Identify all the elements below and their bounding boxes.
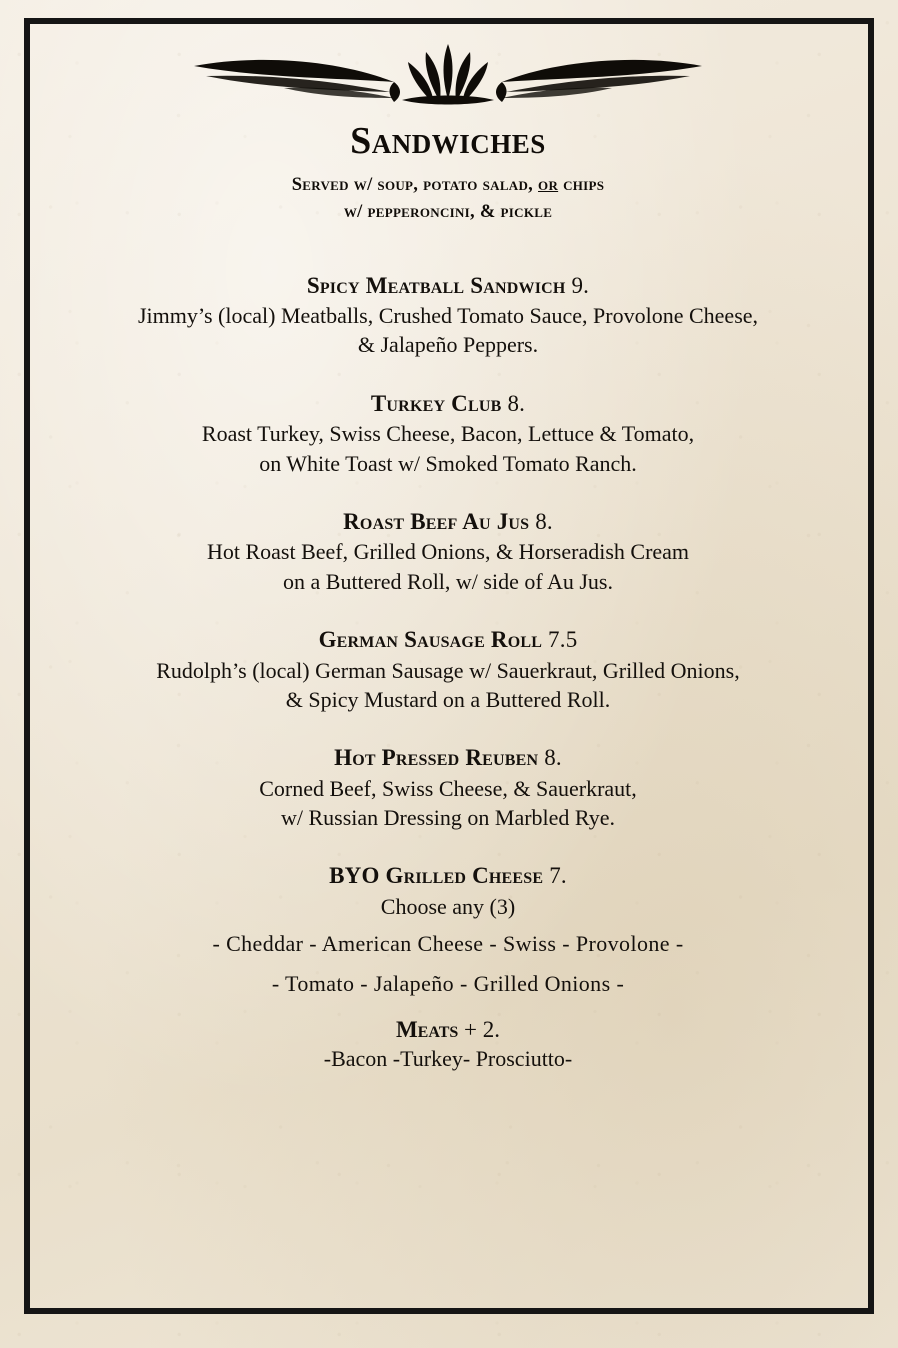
page-title: Sandwiches bbox=[350, 120, 546, 162]
menu-item-title: Hot Pressed Reuben bbox=[334, 745, 539, 770]
served-suffix: chips bbox=[558, 175, 605, 195]
menu-item-price: 8. bbox=[544, 745, 562, 770]
menu-item bbox=[78, 390, 818, 478]
menu-item-name bbox=[78, 390, 818, 418]
menu-items-list bbox=[78, 272, 818, 1074]
menu-item-description-line: on White Toast w/ Smoked Tomato Ranch. bbox=[259, 450, 637, 476]
menu-item-price: 8. bbox=[535, 508, 553, 534]
menu-item-name bbox=[78, 272, 818, 300]
menu-item-description-line: & Spicy Mustard on a Buttered Roll. bbox=[285, 686, 611, 712]
byo-name bbox=[78, 862, 818, 890]
menu-item-price: 9. bbox=[571, 272, 590, 298]
menu-item-price: 8. bbox=[507, 390, 526, 416]
menu-item bbox=[78, 626, 818, 714]
leaf-flourish-divider-icon bbox=[188, 38, 708, 116]
byo-price: 7. bbox=[549, 863, 567, 889]
menu-item-price: 7.5 bbox=[548, 626, 578, 652]
menu-item-name bbox=[78, 508, 818, 536]
menu-item-description-line: w/ Russian Dressing on Marbled Rye. bbox=[281, 804, 615, 830]
served-or-emphasis: or bbox=[538, 175, 559, 195]
byo-meats-title: Meats bbox=[395, 1016, 459, 1042]
menu-item-description-line: Rudolph’s (local) German Sausage w/ Sauerkraut, Grilled Onions, bbox=[156, 657, 740, 683]
byo-meats-label bbox=[78, 1017, 818, 1043]
menu-item-name bbox=[78, 626, 818, 654]
byo-title: BYO Grilled Cheese bbox=[329, 863, 544, 889]
menu-item-description-line: Roast Turkey, Swiss Cheese, Bacon, Lettuce & Tomato, bbox=[201, 421, 695, 447]
menu-item bbox=[78, 508, 818, 596]
menu-content bbox=[14, 38, 882, 1073]
byo-meats-price: + 2. bbox=[464, 1016, 501, 1042]
served-with-line-2: w/ pepperoncini, & pickle bbox=[343, 201, 553, 222]
menu-item bbox=[78, 272, 818, 360]
menu-item-title: Roast Beef Au Jus bbox=[343, 508, 530, 534]
menu-item-description-line: Corned Beef, Swiss Cheese, & Sauerkraut, bbox=[259, 775, 637, 801]
menu-item-description-line: Hot Roast Beef, Grilled Onions, & Horseradish Cream bbox=[206, 539, 690, 565]
menu-item-description-line: on a Buttered Roll, w/ side of Au Jus. bbox=[283, 568, 613, 594]
served-with-line-1 bbox=[78, 172, 818, 199]
byo-meats-options: -Bacon -Turkey- Prosciutto- bbox=[323, 1045, 573, 1071]
served-prefix: Served w/ soup, potato salad, bbox=[291, 175, 539, 195]
menu-item-title: German Sausage Roll bbox=[318, 626, 543, 652]
menu-item-description-line: & Jalapeño Peppers. bbox=[357, 332, 539, 358]
byo-grilled-cheese-block bbox=[78, 862, 818, 1073]
menu-item-name bbox=[78, 744, 818, 772]
menu-item-title: Turkey Club bbox=[370, 390, 502, 416]
menu-item bbox=[78, 744, 818, 832]
byo-options-row-2: - Tomato - Jalapeño - Grilled Onions - bbox=[271, 971, 625, 997]
menu-item-title: Spicy Meatball Sandwich bbox=[306, 272, 566, 298]
menu-item-description-line: Jimmy’s (local) Meatballs, Crushed Tomato Sauce, Provolone Cheese, bbox=[137, 303, 759, 329]
byo-options-row-1: - Cheddar - American Cheese - Swiss - Provolone - bbox=[212, 931, 684, 957]
byo-choose-instruction: Choose any (3) bbox=[380, 893, 516, 919]
